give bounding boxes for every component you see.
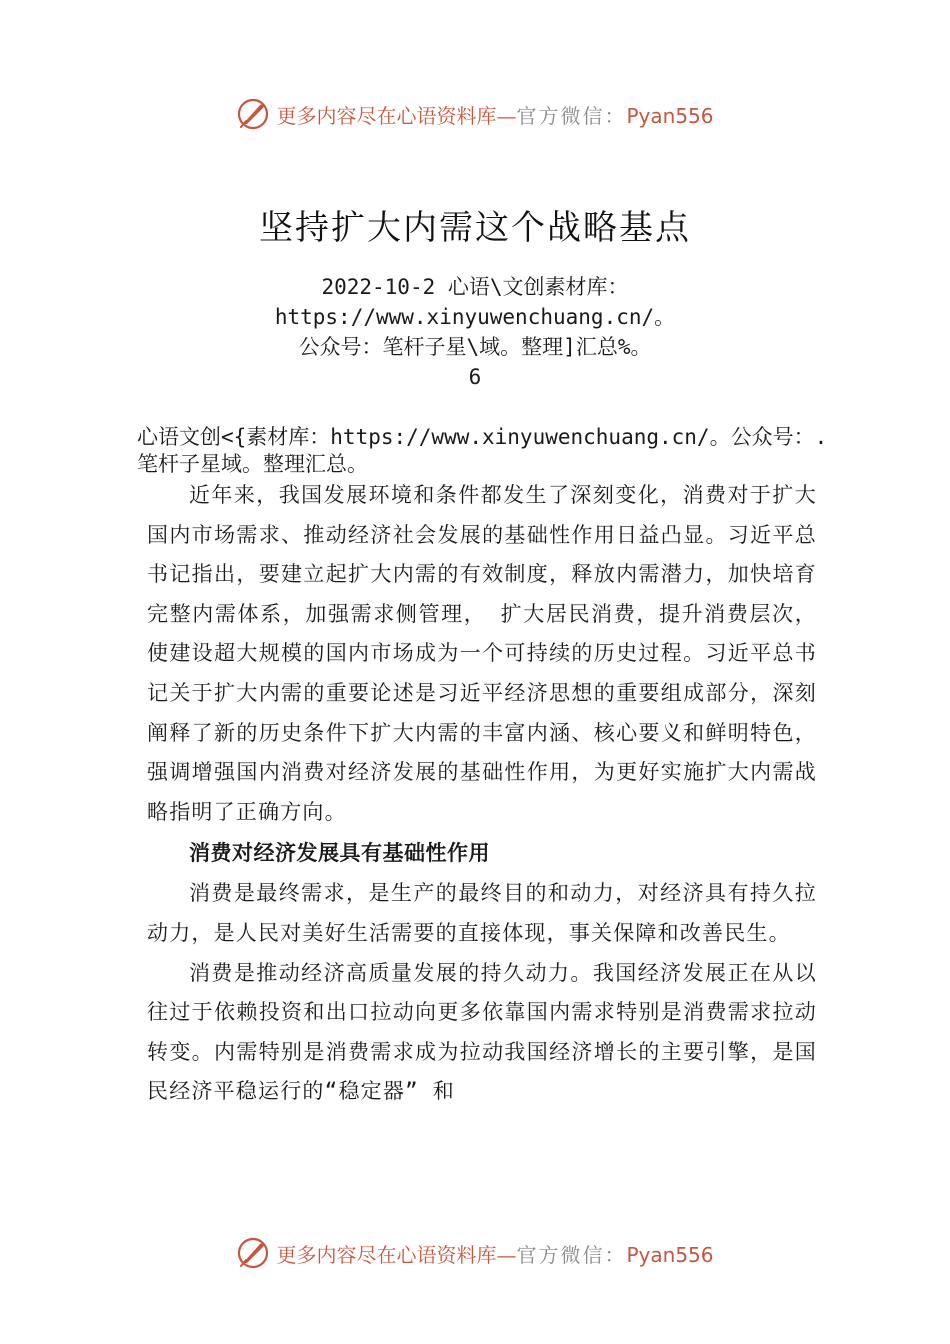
banner-wechat-id: Pyan556 — [626, 103, 714, 128]
meta-line-account: 公众号：笔杆子星\域。整理]汇总%。 — [298, 335, 652, 359]
paragraph: 近年来，我国发展环境和条件都发生了深刻变化，消费对于扩大国内市场需求、推动经济社会发展的基础性作用日益凸显。习近平总书记指出，要建立起扩大内需的有效制度，释放内需潜力，加快培育完整内需体系，加强需求侧管理， 扩大居民消费，提升消费层次，使建设超大规模的国内市场成为一个可持续的历史过程。习近平总书记关于扩大内需的重要论述是习近平经济思想的重要组成部分，深刻阐释了新的历史条件下扩大内需的丰富内涵、核心要义和鲜明特色， 强调增强国内消费对经济发展的基础性作用，为更好实施扩大内需战略指明了正确方向。 — [147, 483, 817, 824]
header-banner — [0, 92, 950, 136]
page-title: 坚持扩大内需这个战略基点 — [259, 208, 691, 248]
section-heading: 消费对经济发展具有基础性作用 — [189, 841, 490, 866]
banner-slogan: 更多内容尽在心语资料库 — [276, 1242, 497, 1267]
banner-wechat-label: 官方微信： — [516, 1242, 627, 1267]
paragraph: 消费是最终需求，是生产的最终目的和动力，对经济具有持久拉动力，是人民对美好生活需要的直接体现，事关保障和改善民生。 — [147, 881, 817, 945]
meta-line-number: 6 — [468, 365, 482, 389]
banner-slogan: 更多内容尽在心语资料库 — [276, 103, 497, 128]
paragraph: 消费是推动经济高质量发展的持久动力。我国经济发展正在从以往过于依赖投资和出口拉动向更多依靠国内需求特别是消费需求拉动转变。内需特别是消费需求成为拉动我国经济增长的主要引擎，是国民经济平稳运行的“稳定器” 和 — [147, 960, 817, 1104]
meta-line-url: https://www.xinyuwenchuang.cn/。 — [274, 305, 676, 329]
banner-dash: — — [496, 1242, 517, 1267]
article-body — [147, 476, 817, 1112]
quill-pen-logo-icon — [236, 1236, 270, 1270]
document-meta — [0, 272, 950, 392]
meta-line-date-source: 2022-10-2 心语\文创素材库： — [321, 275, 629, 299]
quill-pen-logo-icon — [236, 97, 270, 131]
footer-banner — [0, 1231, 950, 1275]
banner-wechat-id: Pyan556 — [626, 1242, 714, 1267]
banner-wechat-label: 官方微信： — [516, 103, 627, 128]
source-note: 心语文创<{素材库：https://www.xinyuwenchuang.cn/。公众号：.笔杆子星域。整理汇总。 — [137, 425, 828, 476]
banner-dash: — — [496, 103, 517, 128]
